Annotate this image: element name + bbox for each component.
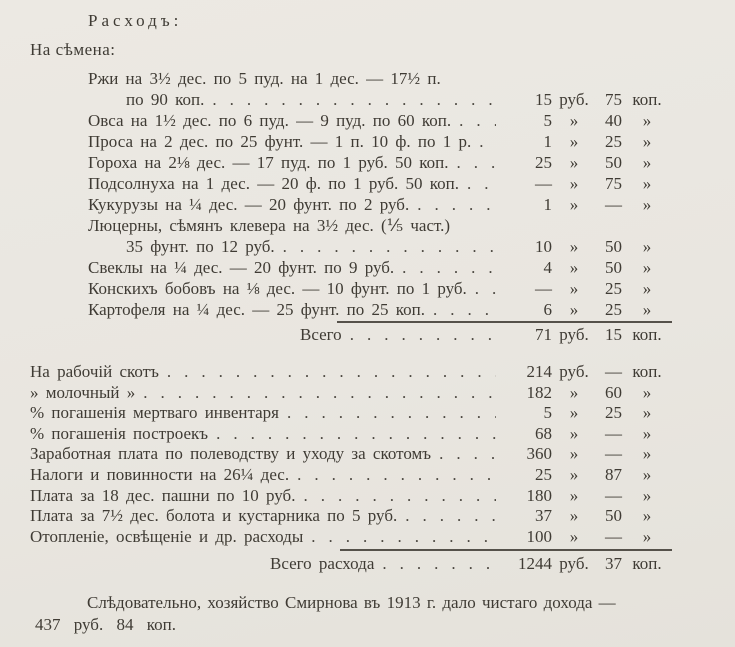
kopecks-unit: » <box>642 423 652 443</box>
row-label: Отопленіе, освѣщеніе и др. расходы <box>30 526 304 546</box>
kopecks-unit: » <box>642 258 652 277</box>
table-row <box>30 424 672 445</box>
kopecks-unit: » <box>642 464 652 484</box>
rubles-value: 182 <box>526 382 552 402</box>
leader-dots <box>303 527 496 548</box>
rubles-value: 37 <box>535 506 552 526</box>
row-label: Подсолнуха на 1 дес. — 20 ф. по 1 руб. 50 коп. <box>88 174 460 193</box>
row-label: Плата за 18 дес. пашни по 10 руб. <box>30 485 296 505</box>
kopecks-value: 25 <box>605 132 622 151</box>
rubles-unit: » <box>569 444 579 464</box>
rubles-value: 15 <box>535 90 552 109</box>
rubles-unit: » <box>569 485 579 505</box>
rubles-value: 214 <box>526 362 552 381</box>
kopecks-value: 37 <box>605 554 622 574</box>
kopecks-unit: коп. <box>632 362 662 381</box>
kopecks-unit: коп. <box>632 325 662 344</box>
table-row <box>30 403 672 424</box>
rubles-unit: руб. <box>559 362 589 381</box>
page-title: Расходъ: <box>88 11 183 30</box>
rubles-value: 25 <box>535 464 552 484</box>
row-label: Заработная плата по полеводству и уходу за скотомъ <box>30 444 432 464</box>
kopecks-value: 75 <box>605 90 622 109</box>
kopecks-unit: » <box>642 444 652 464</box>
row-label: На рабочій скотъ <box>30 362 159 381</box>
rubles-value: 5 <box>543 111 552 130</box>
kopecks-value: — <box>605 195 622 214</box>
leader-dots <box>135 383 496 404</box>
row-label: » молочный » <box>30 382 136 402</box>
row-label-line2: 35 фунт. по 12 руб. <box>126 237 275 256</box>
leader-dots <box>451 110 496 131</box>
rubles-value: 68 <box>535 423 552 443</box>
rubles-unit: » <box>569 506 579 526</box>
kopecks-value: 50 <box>605 506 622 526</box>
kopecks-unit: » <box>642 279 652 298</box>
rubles-unit: » <box>569 132 579 151</box>
rubles-unit: руб. <box>559 325 589 344</box>
leader-dots <box>459 173 496 194</box>
table-row <box>30 527 672 548</box>
rubles-value: 71 <box>535 325 552 344</box>
rubles-unit: » <box>569 464 579 484</box>
kopecks-unit: » <box>642 174 652 193</box>
kopecks-unit: » <box>642 153 652 172</box>
leader-dots <box>374 551 496 577</box>
table-row <box>30 444 672 465</box>
table-row <box>88 257 672 278</box>
row-label: Кукурузы на ¼ дес. — 20 фунт. по 2 руб. <box>88 195 410 214</box>
rubles-unit: » <box>569 237 579 256</box>
kopecks-value: 25 <box>605 403 622 423</box>
leader-dots <box>467 278 496 299</box>
kopecks-unit: коп. <box>632 90 662 109</box>
rubles-value: 25 <box>535 153 552 172</box>
rubles-value: 360 <box>526 444 552 464</box>
leader-dots <box>275 236 496 257</box>
table-row <box>88 110 672 131</box>
seeds-table <box>88 68 672 320</box>
table-row <box>30 506 672 527</box>
rubles-unit: руб. <box>559 554 589 574</box>
rubles-unit: руб. <box>559 90 589 109</box>
leader-dots <box>397 506 496 527</box>
leader-dots <box>159 362 496 383</box>
kopecks-unit: » <box>642 195 652 214</box>
leader-dots <box>208 424 496 445</box>
row-label: Плата за 7½ дес. болота и кустарника по 5 руб. <box>30 506 398 526</box>
kopecks-value: — <box>605 444 622 464</box>
rubles-unit: » <box>569 526 579 546</box>
kopecks-value: 50 <box>605 153 622 172</box>
leader-dots <box>204 89 496 110</box>
leader-dots <box>431 444 496 465</box>
kopecks-unit: » <box>642 382 652 402</box>
leader-dots <box>425 299 496 320</box>
leader-dots <box>279 403 496 424</box>
leader-dots <box>471 131 496 152</box>
row-label: Овса на 1½ дес. по 6 пуд. — 9 пуд. по 60 коп. <box>88 111 452 130</box>
rubles-value: 1 <box>543 132 552 151</box>
kopecks-unit: коп. <box>632 554 662 574</box>
kopecks-value: 87 <box>605 464 622 484</box>
rubles-value: 180 <box>526 485 552 505</box>
row-label: % погашенія построекъ <box>30 423 209 443</box>
table-row <box>88 68 672 110</box>
table-row <box>30 383 672 404</box>
kopecks-value: — <box>605 362 622 381</box>
kopecks-unit: » <box>642 132 652 151</box>
table-row <box>88 299 672 320</box>
row-label: Конскихъ бобовъ на ⅛ дес. — 10 фунт. по 1 руб. <box>88 279 467 298</box>
kopecks-unit: » <box>642 506 652 526</box>
rubles-unit: » <box>569 423 579 443</box>
rubles-value: 10 <box>535 237 552 256</box>
kopecks-unit: » <box>642 300 652 319</box>
kopecks-unit: » <box>642 526 652 546</box>
kopecks-unit: » <box>642 237 652 256</box>
kopecks-value: 25 <box>605 279 622 298</box>
rubles-value: 4 <box>543 258 552 277</box>
kopecks-value: 15 <box>605 325 622 344</box>
leader-dots <box>342 323 496 347</box>
kopecks-value: — <box>605 423 622 443</box>
row-label: Гороха на 2⅛ дес. — 17 пуд. по 1 руб. 50 коп. <box>88 153 449 172</box>
expenses-table <box>30 362 672 547</box>
row-label: Проса на 2 дес. по 25 фунт. — 1 п. 10 ф. по 1 р. <box>88 132 472 151</box>
leader-dots <box>289 465 496 486</box>
rubles-unit: » <box>569 382 579 402</box>
leader-dots <box>295 486 496 507</box>
kopecks-value: — <box>605 526 622 546</box>
rubles-unit: » <box>569 258 579 277</box>
grand-total-label: Всего расхода <box>270 554 375 574</box>
rubles-unit: » <box>569 195 579 214</box>
conclusion-line1: Слѣдовательно, хозяйство Смирнова въ 1913 г. дало чистаго дохода — <box>87 593 616 613</box>
rubles-unit: » <box>569 153 579 172</box>
row-label: Налоги и повинности на 26¼ дес. <box>30 464 290 484</box>
table-row <box>30 362 672 383</box>
conclusion-paragraph <box>30 592 672 636</box>
rubles-value: — <box>535 174 552 193</box>
kopecks-value: 40 <box>605 111 622 130</box>
rubles-value: 6 <box>543 300 552 319</box>
table-row <box>88 278 672 299</box>
total-label: Всего <box>300 325 342 344</box>
table-row <box>88 194 672 215</box>
rubles-value: 1 <box>543 195 552 214</box>
kopecks-value: 75 <box>605 174 622 193</box>
rubles-unit: » <box>569 279 579 298</box>
row-label: Картофеля на ¼ дес. — 25 фунт. по 25 коп. <box>88 300 425 319</box>
conclusion-line2: 437 руб. 84 коп. <box>35 615 176 635</box>
kopecks-unit: » <box>642 485 652 505</box>
row-label-line1: Ржи на 3½ дес. по 5 пуд. на 1 дес. — 17½ п. <box>88 69 441 88</box>
table-row <box>88 131 672 152</box>
kopecks-value: 25 <box>605 300 622 319</box>
kopecks-value: 50 <box>605 237 622 256</box>
table-row <box>88 152 672 173</box>
rubles-unit: » <box>569 111 579 130</box>
table-row <box>30 465 672 486</box>
kopecks-value: 60 <box>605 382 622 402</box>
leader-dots <box>449 152 496 173</box>
table-row <box>88 173 672 194</box>
rubles-value: — <box>535 279 552 298</box>
rubles-value: 1244 <box>518 554 552 574</box>
rubles-value: 100 <box>526 526 552 546</box>
leader-dots <box>394 257 496 278</box>
kopecks-value: — <box>605 485 622 505</box>
row-label: Свеклы на ¼ дес. — 20 фунт. по 9 руб. <box>88 258 395 277</box>
row-label-line2: по 90 коп. <box>126 90 205 109</box>
table-row <box>30 486 672 507</box>
kopecks-unit: » <box>642 111 652 130</box>
rubles-value: 5 <box>543 403 552 423</box>
seeds-section-header: На сѣмена: <box>30 40 116 59</box>
row-label-line1: Люцерны, сѣмянъ клевера на 3½ дес. (⅕ част.) <box>88 216 451 235</box>
row-label: % погашенія мертваго инвентаря <box>30 403 279 423</box>
rubles-unit: » <box>569 174 579 193</box>
leader-dots <box>409 194 496 215</box>
table-row <box>88 215 672 257</box>
rubles-unit: » <box>569 300 579 319</box>
rubles-unit: » <box>569 403 579 423</box>
seeds-total-row <box>30 323 672 347</box>
kopecks-value: 50 <box>605 258 622 277</box>
kopecks-unit: » <box>642 403 652 423</box>
grand-total-row <box>30 551 672 577</box>
